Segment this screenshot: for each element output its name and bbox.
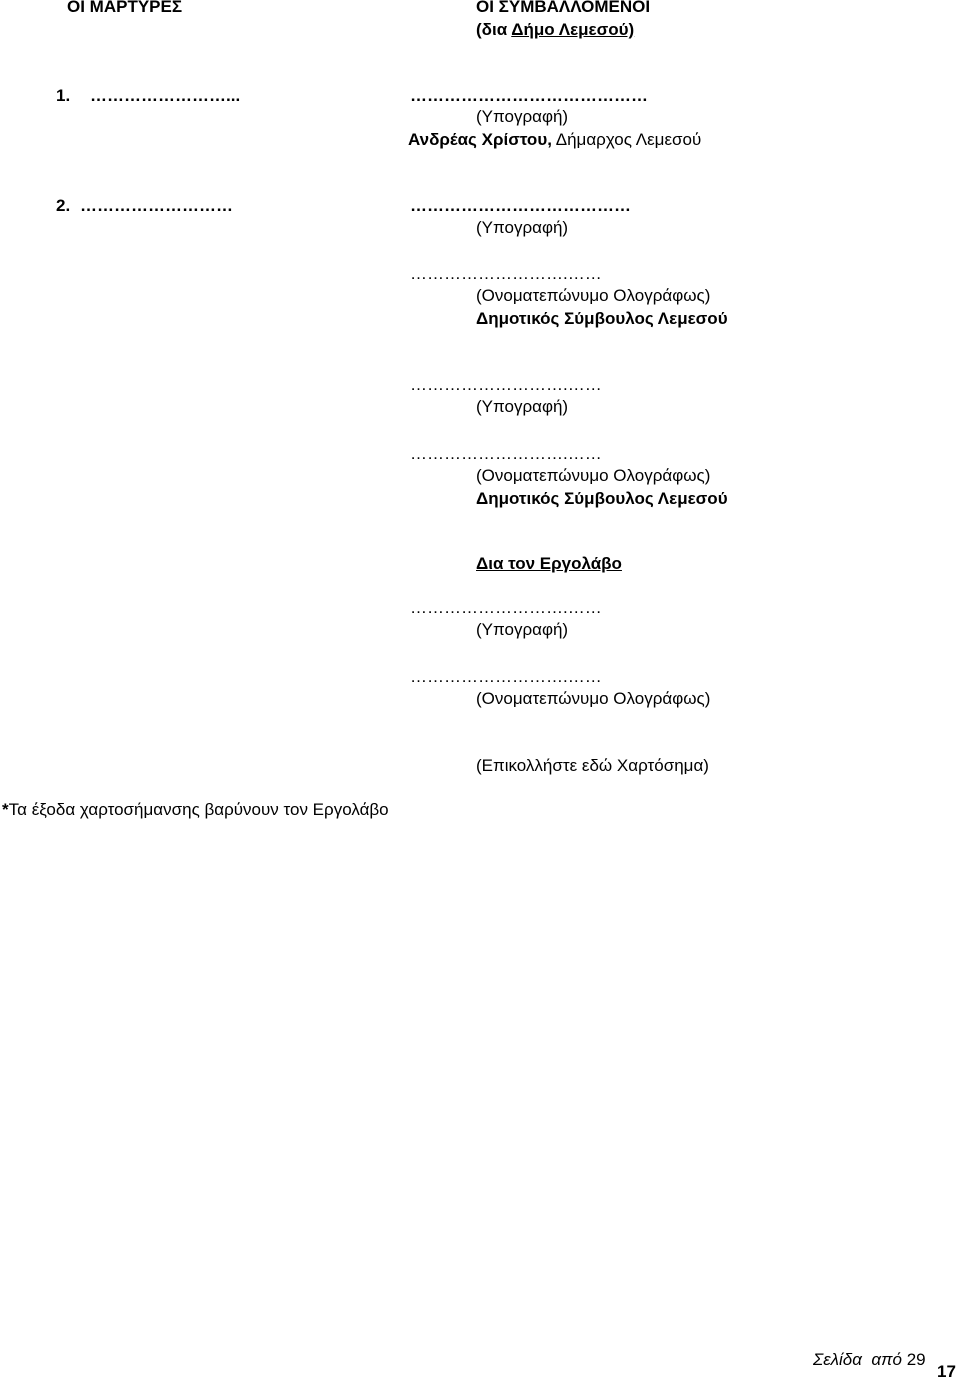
page-number: 29 — [906, 1350, 926, 1369]
councillor-2-signature-line: ……………………….…… — [410, 375, 602, 394]
parties-subheading-prefix: (δια — [476, 20, 512, 39]
mayor-title: Δήμαρχος Λεμεσού — [551, 130, 702, 149]
councillor-1-signature-label: (Υπογραφή) — [476, 218, 569, 237]
page-prefix: Σελίδα — [813, 1350, 862, 1369]
mayor-signature-line: …………………………………… — [410, 86, 648, 105]
witness-1-number: 1. — [56, 86, 71, 105]
of-label: από — [871, 1350, 902, 1369]
contractor-heading: Δια τον Εργολάβο — [476, 554, 622, 573]
mayor-name-line — [408, 130, 701, 150]
councillor-1-name-label: (Ονοματεπώνυμο Ολογράφως) — [476, 286, 711, 305]
contractor-signature-label: (Υπογραφή) — [476, 620, 569, 639]
mayor-signature-label: (Υπογραφή) — [476, 107, 569, 126]
footnote-text — [2, 800, 389, 819]
witness-1-signature-line: ……………………... — [90, 86, 241, 105]
contractor-name-line: ……………………….…… — [410, 667, 602, 686]
witness-2-signature-line: ……………………… — [80, 196, 233, 215]
councillor-2-role: Δημοτικός Σύμβουλος Λεμεσού — [476, 489, 728, 508]
witnesses-heading: ΟΙ ΜΑΡΤΥΡΕΣ — [67, 0, 183, 16]
councillor-2-name-label: (Ονοματεπώνυμο Ολογράφως) — [476, 466, 711, 485]
parties-heading: ΟΙ ΣΥΜΒΑΛΛΟΜΕΝΟΙ — [476, 0, 651, 16]
page-label — [813, 1350, 926, 1370]
parties-subheading-underlined: Δήμο Λεμεσού) — [511, 20, 635, 39]
mayor-name: Ανδρέας Χρίστου, — [408, 130, 552, 149]
footnote-body: Τα έξοδα χαρτοσήμανσης βαρύνουν τον Εργολάβο — [8, 800, 389, 819]
witness-2-number: 2. — [56, 196, 71, 215]
councillor-1-signature-line: ………………………………… — [410, 196, 631, 215]
contractor-name-label: (Ονοματεπώνυμο Ολογράφως) — [476, 689, 711, 708]
contractor-signature-line: ……………………….…… — [410, 598, 602, 617]
councillor-1-name-line: ……………………….…… — [410, 264, 602, 283]
stamp-duty-footnote — [2, 800, 389, 820]
total-pages: 17 — [937, 1362, 956, 1381]
parties-subheading — [476, 20, 634, 40]
councillor-2-signature-label: (Υπογραφή) — [476, 397, 569, 416]
councillor-1-role: Δημοτικός Σύμβουλος Λεμεσού — [476, 309, 728, 328]
stamp-note: (Επικολλήστε εδώ Χαρτόσημα) — [476, 756, 709, 775]
footnote-asterisk: * — [2, 800, 9, 819]
councillor-2-name-line: ……………………….…… — [410, 444, 602, 463]
